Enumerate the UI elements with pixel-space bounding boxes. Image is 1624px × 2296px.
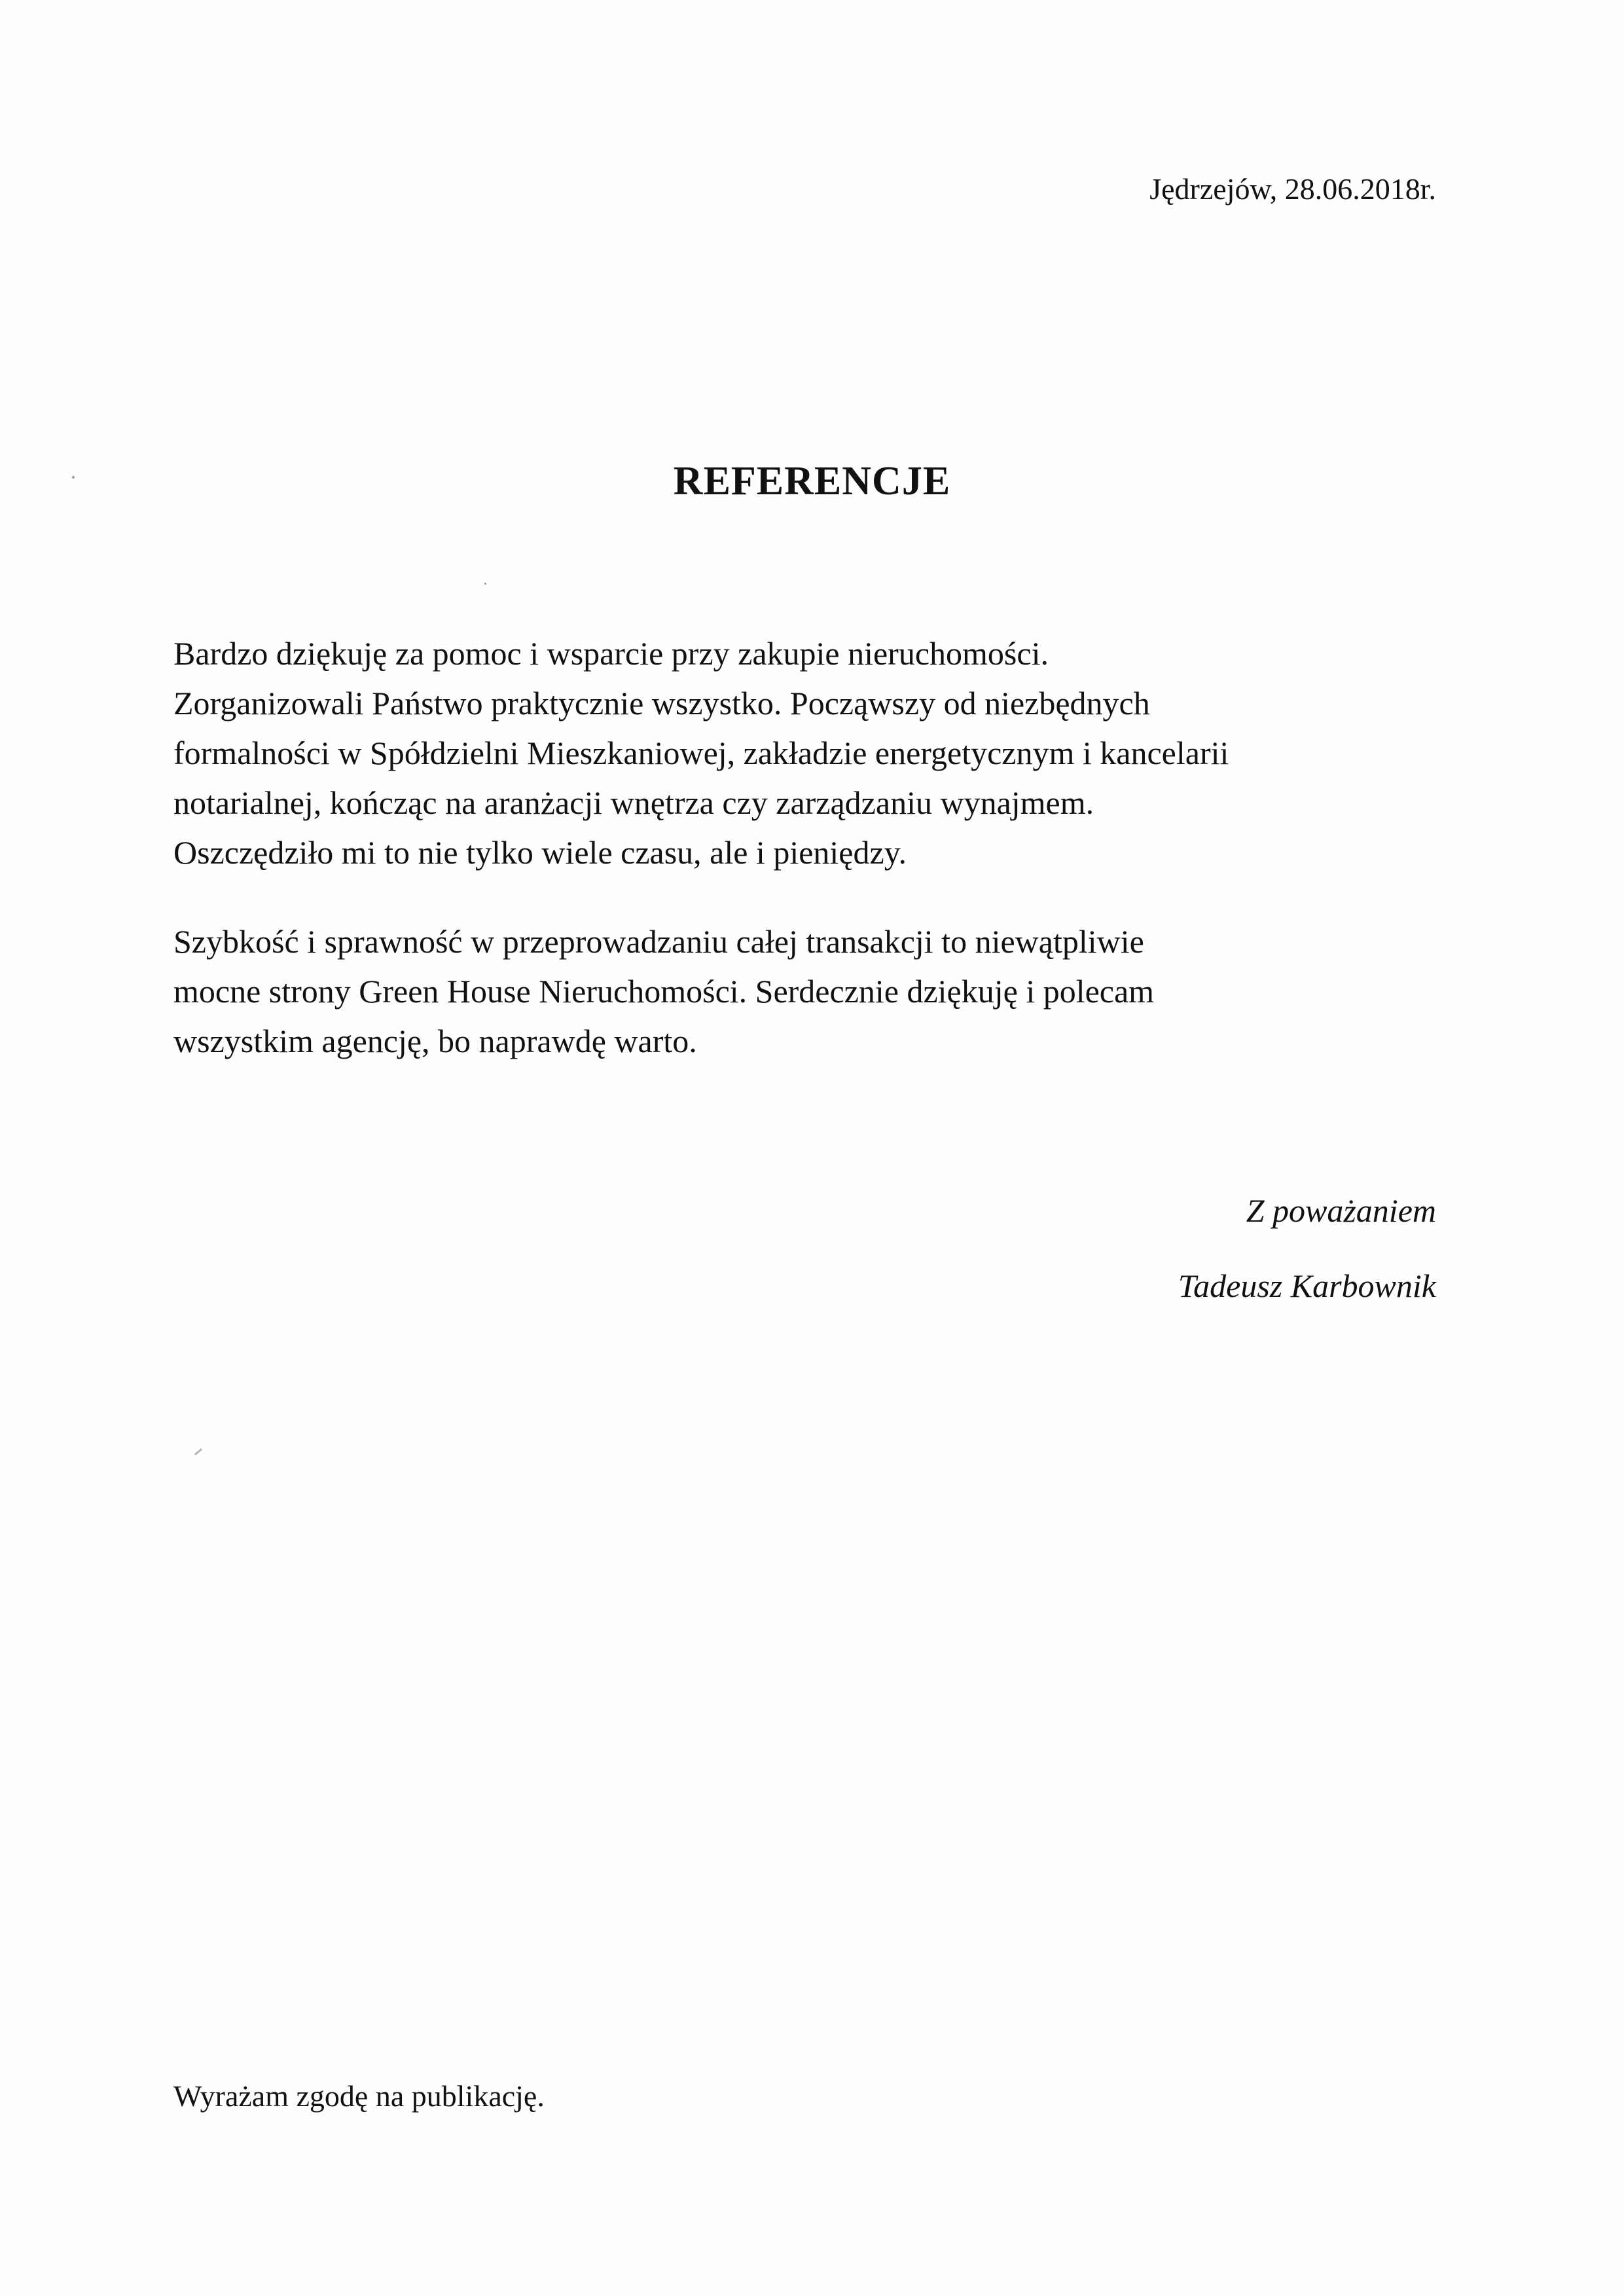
closing-greeting: Z poważaniem bbox=[1246, 1192, 1436, 1229]
scan-speck bbox=[72, 476, 75, 479]
signatory-name: Tadeusz Karbownik bbox=[1178, 1267, 1436, 1304]
text-line: Oszczędziło mi to nie tylko wiele czasu, ale i pieniędzy. bbox=[173, 834, 907, 871]
scan-speck bbox=[484, 583, 486, 585]
text-line: mocne strony Green House Nieruchomości. Serdecznie dziękuję i polecam bbox=[173, 973, 1155, 1010]
text-line: notarialnej, kończąc na aranżacji wnętrza czy zarządzaniu wynajmem. bbox=[173, 784, 1094, 821]
text-line: Bardzo dziękuję za pomoc i wsparcie przy zakupie nieruchomości. bbox=[173, 635, 1049, 672]
text-line: Zorganizowali Państwo praktycznie wszystko. Począwszy od niezbędnych bbox=[173, 685, 1150, 721]
text-line: formalności w Spółdzielni Mieszkaniowej, zakładzie energetycznym i kancelarii bbox=[173, 735, 1229, 771]
text-line: Szybkość i sprawność w przeprowadzaniu całej transakcji to niewątpliwie bbox=[173, 923, 1144, 960]
scan-speck bbox=[194, 1448, 203, 1455]
place-and-date: Jędrzejów, 28.06.2018r. bbox=[1149, 172, 1436, 206]
publication-consent: Wyrażam zgodę na publikację. bbox=[173, 2079, 545, 2113]
document-title: REFERENCJE bbox=[673, 459, 951, 503]
paragraph-recommendation bbox=[173, 917, 1483, 1066]
paragraph-gratitude bbox=[173, 629, 1483, 877]
text-line: wszystkim agencję, bo naprawdę warto. bbox=[173, 1023, 697, 1059]
